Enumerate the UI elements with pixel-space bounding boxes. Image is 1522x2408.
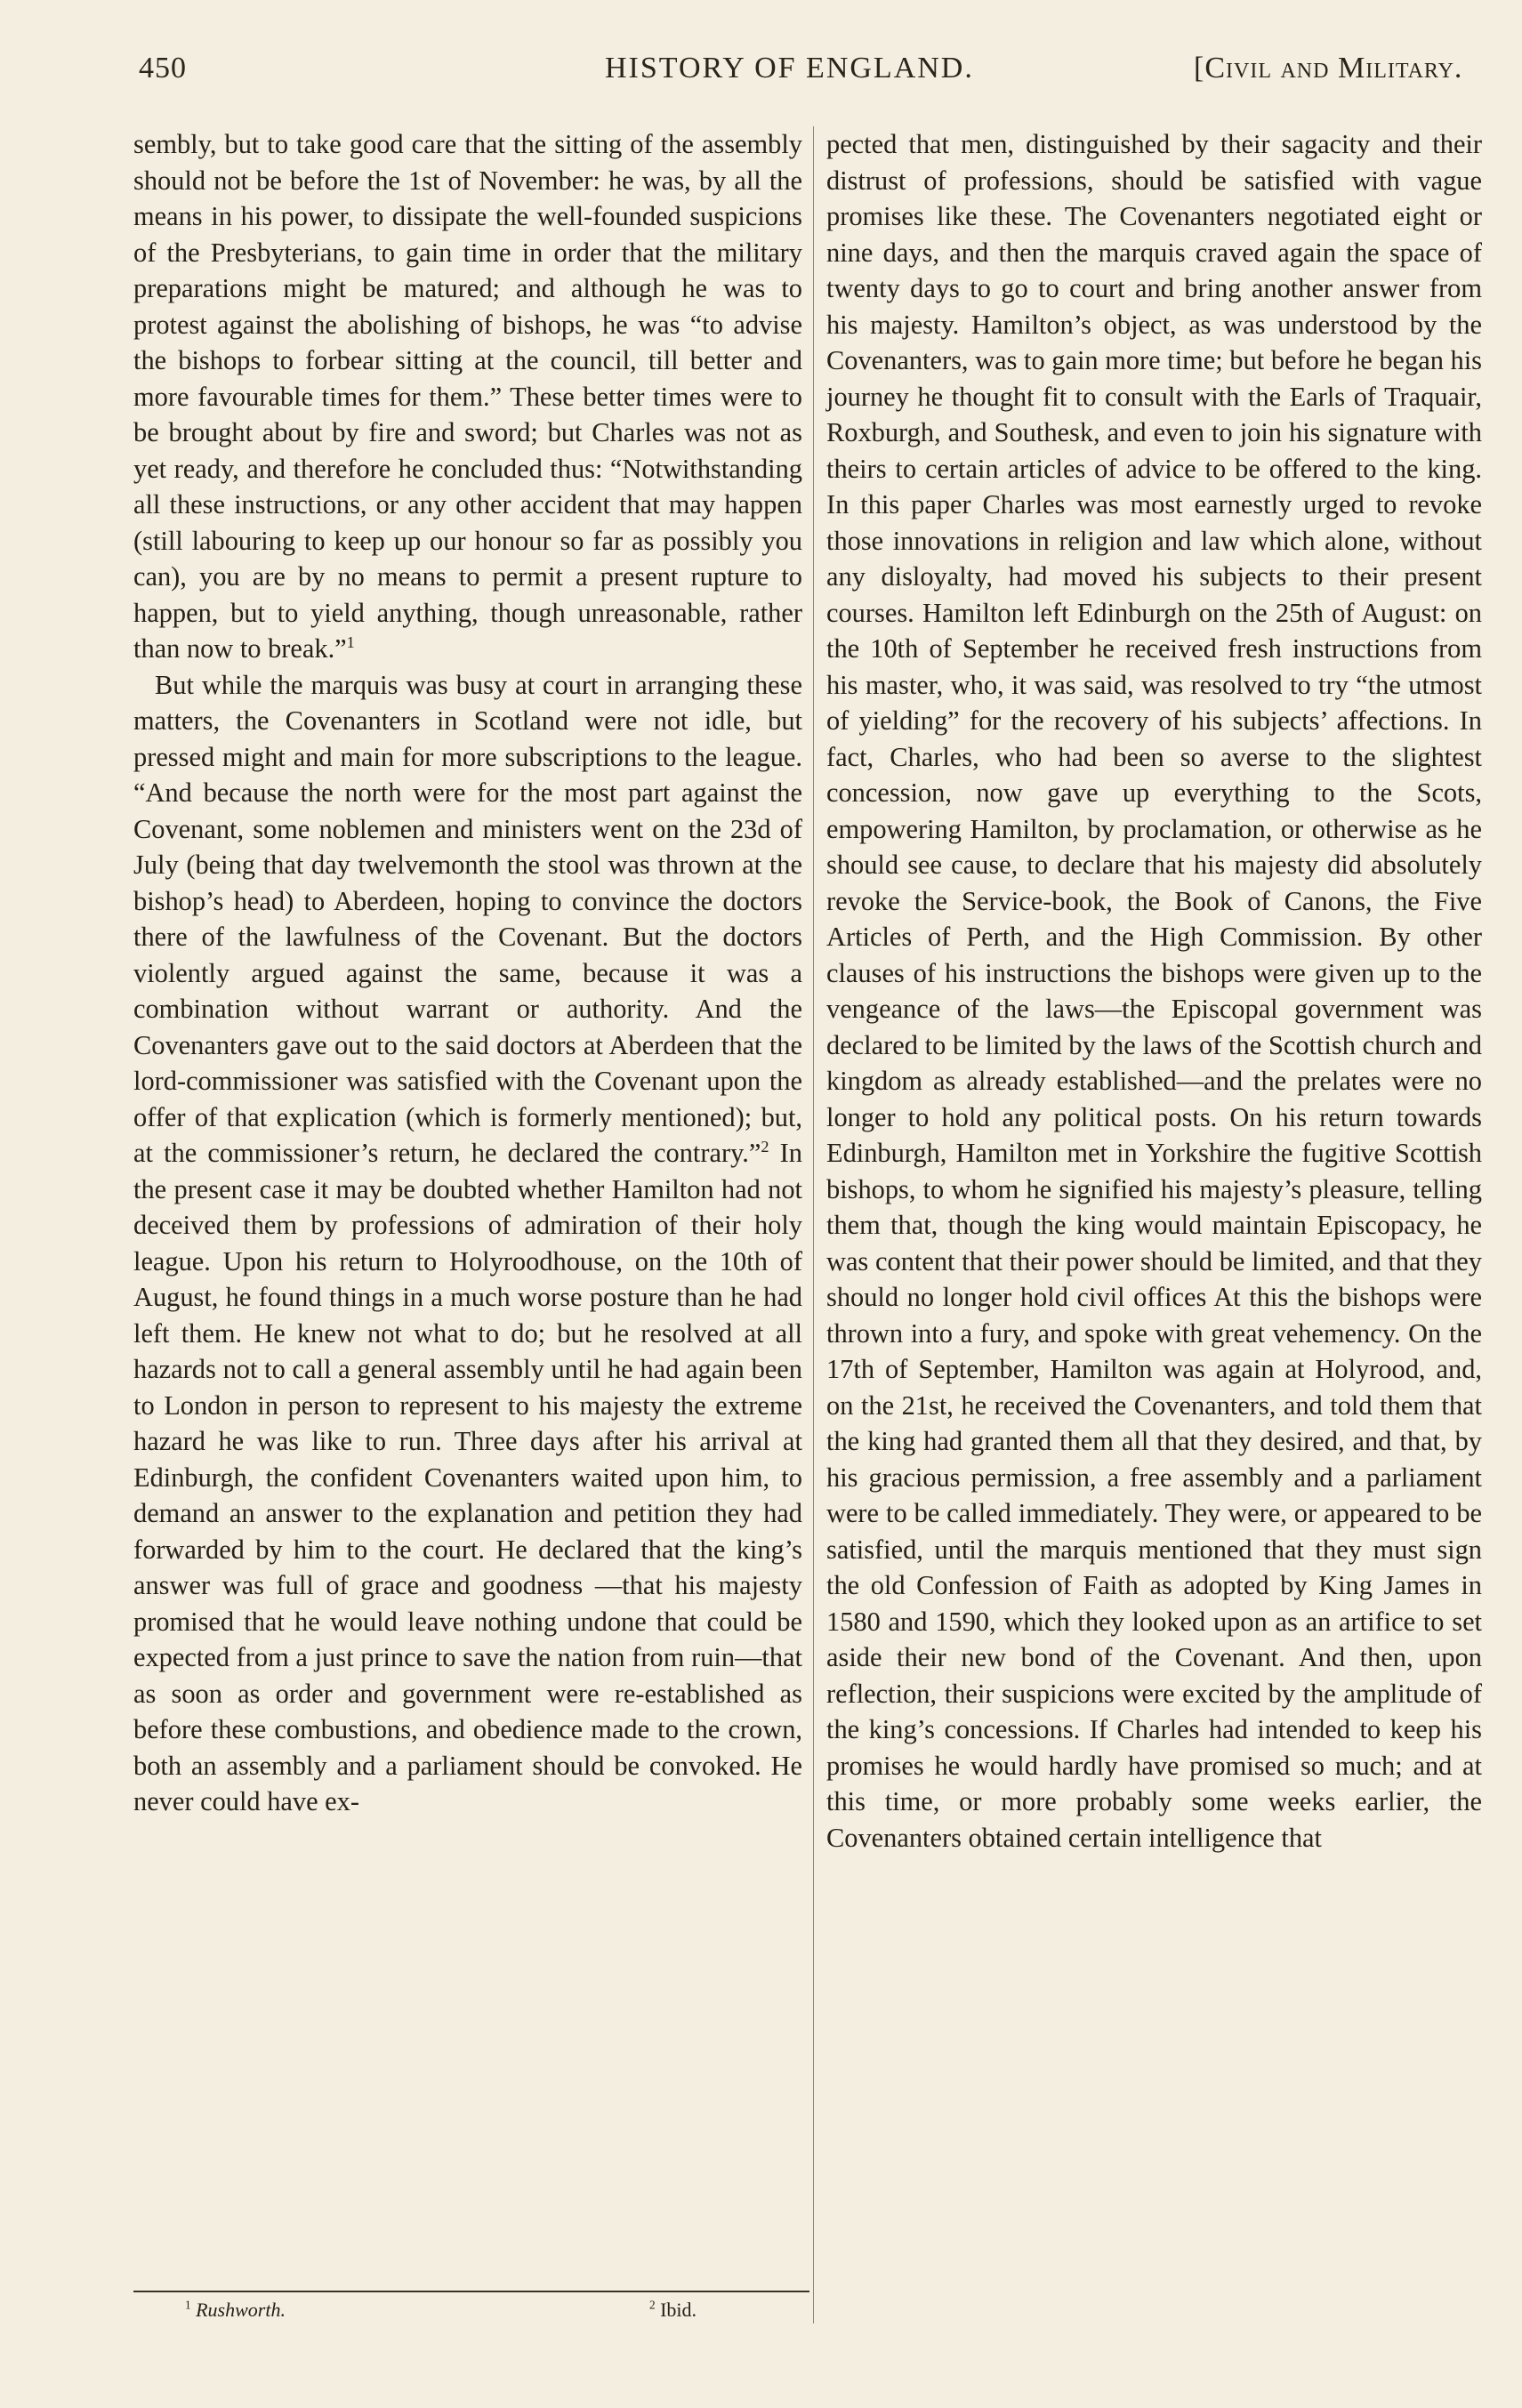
running-header — [133, 52, 1502, 96]
paragraph-text: In the present case it may be doubted whether Hamilton had not deceived them by professions of admiration of their holy league. Upon his return to Holyroodhouse, on the 10th of August, he found things in a much worse posture than he had left them. He knew not what to do; but he resolved at all hazards not to call a general assembly until he had again been to London in person to represent to his majesty the extreme hazard he was like to run. Three days after his arrival at Edinburgh, the confident Covenanters waited upon him, to demand an answer to the explanation and petition they had forwarded by him to the court. He declared that the king’s answer was full of grace and goodness —that his majesty promised that he would leave nothing undone that could be expected from a just prince to save the nation from ruin—that as soon as order and government were re-established as before these combustions, and obedience made to the crown, both an assembly and a parliament should be convoked. He never could have ex- — [133, 1138, 802, 1816]
footnote-source: Rushworth. — [196, 2299, 286, 2321]
running-title: HISTORY OF ENGLAND. — [605, 52, 974, 85]
paragraph-text: But while the marquis was busy at court in arranging these matters, the Covenanters in Scotland were not idle, but pressed might and main for more subscriptions to the league. “And because the north were for the most part against the Covenant, some noblemen and ministers went on the 23d of July (being that day twelvemonth the stool was thrown at the bishop’s head) to Aberdeen, hoping to convince the doctors there of the lawfulness of the Covenant. But the doctors violently argued against the same, because it was a combination without warrant or authority. And the Covenanters gave out to the said doctors at Aberdeen that the lord-commissioner was satisfied with the Covenant upon the offer of that explication (which is formerly mentioned); but, at the commissioner’s return, he declared the contrary.” — [133, 669, 802, 1168]
paragraph — [133, 667, 802, 1820]
paragraph — [826, 126, 1482, 1856]
footnote-source: Ibid. — [660, 2299, 697, 2321]
column-divider — [813, 126, 814, 2323]
footnote-ref: 2 — [761, 1137, 769, 1156]
footnote-number: 2 — [649, 2298, 656, 2312]
paragraph-text: sembly, but to take good care that the sitting of the assembly should not be before the 1st of November: he was, by all the means in his power, to dissipate the well-founded suspicions of the Presbyterians, to gain time in order that the military preparations might be matured; and although he was to protest against the abolishing of bishops, he was “to advise the bishops to forbear sitting at the council, till better and more favourable times for them.” These better times were to be brought about by fire and sword; but Charles was not as yet ready, and therefore he concluded thus: “Notwithstanding all these instructions, or any other accident that may happen (still labouring to keep up our honour so far as possibly you can), you are by no means to permit a present rupture to happen, but to yield anything, though unreasonable, rather than now to break.” — [133, 129, 802, 664]
section-title: [Civil and Military. — [1194, 52, 1463, 85]
paragraph — [133, 126, 802, 667]
footnote-2 — [649, 2299, 697, 2322]
right-column — [826, 126, 1482, 1856]
left-column — [133, 126, 802, 1820]
footnote-ref: 1 — [346, 632, 355, 651]
footnotes — [133, 2299, 809, 2334]
footnote-number: 1 — [185, 2298, 191, 2312]
footnote-rule — [133, 2291, 809, 2292]
paragraph-text: pected that men, distinguished by their sagacity and their distrust of professions, should be satisfied with vague promises like these. The Covenanters negotiated eight or nine days, and then the marquis craved again the space of twenty days to go to court and bring another answer from his majesty. Hamilton’s object, as was understood by the Covenanters, was to gain more time; but before he began his journey he thought fit to consult with the Earls of Traquair, Roxburgh, and Southesk, and even to join his signature with theirs to certain articles of advice to be offered to the king. In this paper Charles was most earnestly urged to revoke those innovations in religion and law which alone, without any disloyalty, had moved his subjects to their present courses. Hamilton left Edinburgh on the 25th of August: on the 10th of September he received fresh instructions from his master, who, it was said, was resolved to try “the utmost of yielding” for the recovery of his subjects’ affections. In fact, Charles, who had been so averse to the slightest concession, now gave up everything to the Scots, empowering Hamilton, by proclamation, or otherwise as he should see cause, to declare that his majesty did absolutely revoke the Service-book, the Book of Canons, the Five Articles of Perth, and the High Commission. By other clauses of his instructions the bishops were given up to the vengeance of the laws—the Episcopal government was declared to be limited by the laws of the Scottish church and kingdom as already established—and the prelates were no longer to hold any political posts. On his return towards Edinburgh, Hamilton met in Yorkshire the fugitive Scottish bishops, to whom he signified his majesty’s pleasure, telling them that, though the king would maintain Episcopacy, he was content that their power should be limited, and that they should no longer hold civil offices At this the bishops were thrown into a fury, and spoke with great vehemency. On the 17th of September, Hamilton was again at Holyrood, and, on the 21st, he received the Covenanters, and told them that the king had granted them all that they desired, and that, by his gracious permission, a free assembly and a parliament were to be called immediately. They were, or appeared to be satisfied, until the marquis mentioned that they must sign the old Confession of Faith as adopted by King James in 1580 and 1590, which they looked upon as an artifice to set aside their new bond of the Covenant. And then, upon reflection, their suspicions were excited by the amplitude of the king’s concessions. If Charles had intended to keep his promises he would hardly have promised so much; and at this time, or more probably some weeks earlier, the Covenanters obtained certain intelligence that — [826, 129, 1482, 1853]
footnote-1 — [185, 2299, 286, 2322]
page-number: 450 — [139, 52, 187, 85]
